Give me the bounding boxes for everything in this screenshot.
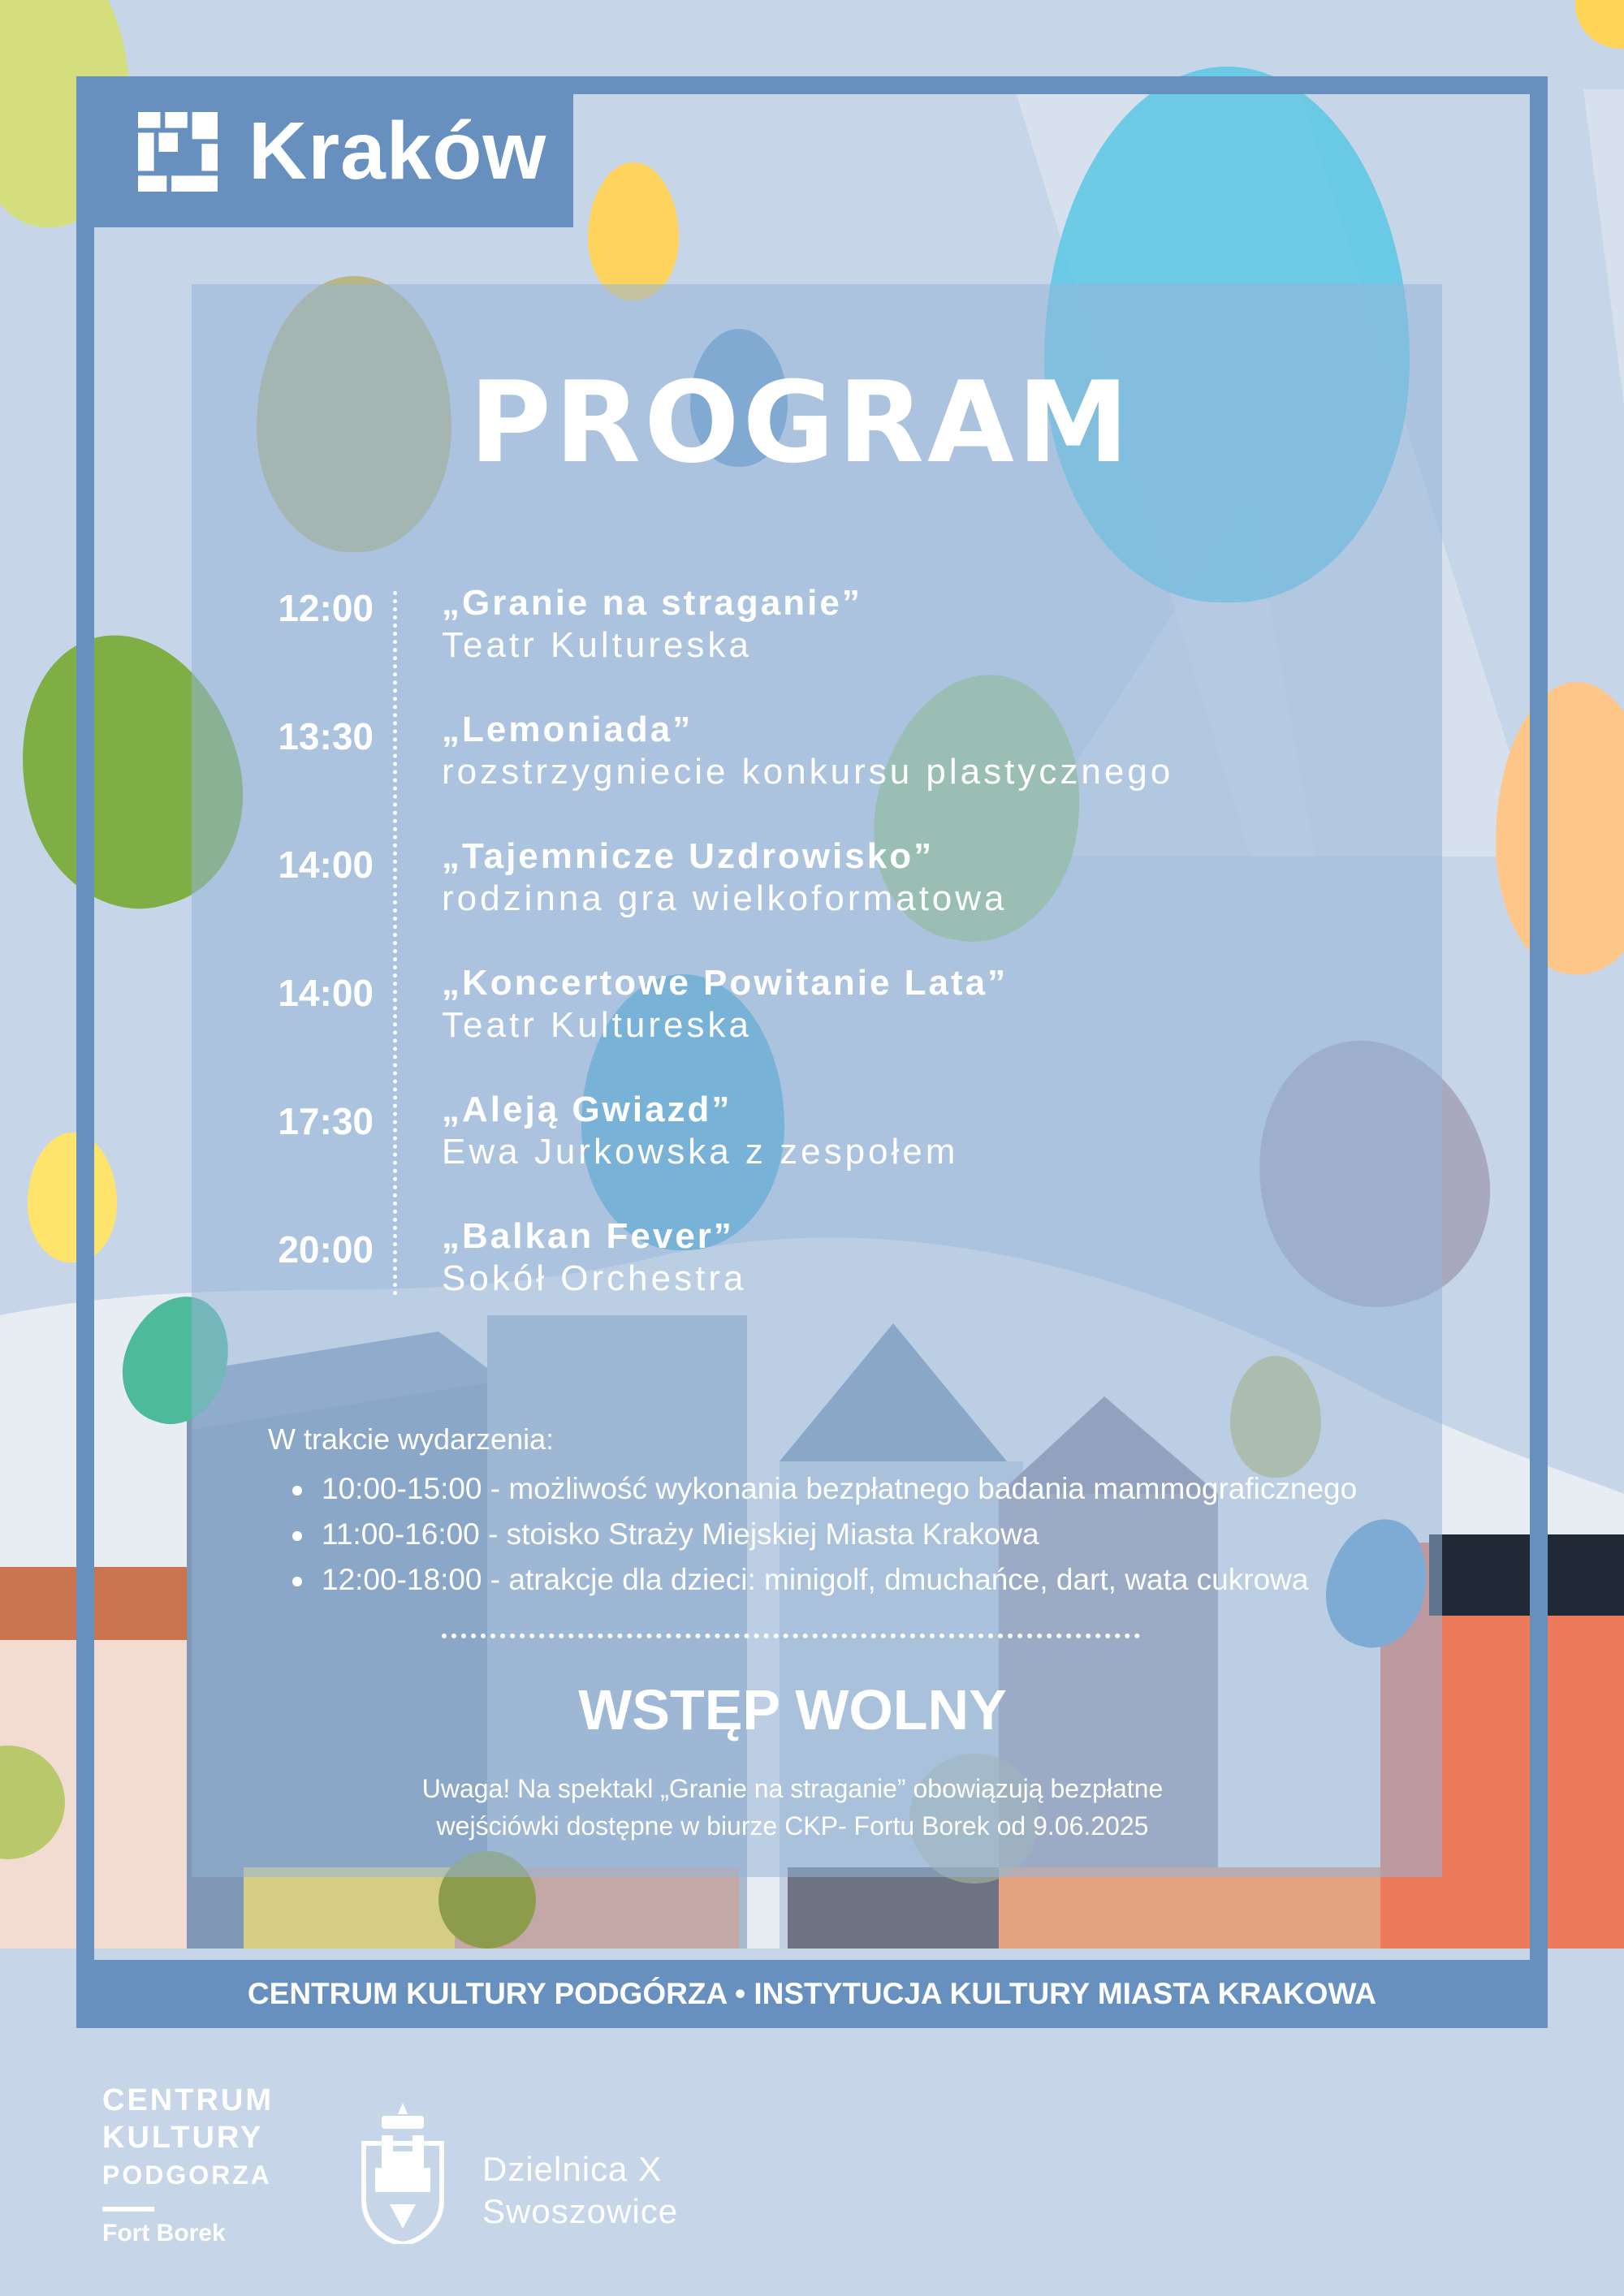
list-item: 12:00-18:00 - atrakcje dla dzieci: minigolf, dmuchańce, dart, wata cukrowa bbox=[292, 1557, 1357, 1603]
event-title: „Tajemnicze Uzdrowisko” bbox=[442, 836, 935, 876]
during-event-list bbox=[292, 1466, 1357, 1603]
footer-text: CENTRUM KULTURY PODGÓRZA • INSTYTUCJA KULTURY MIASTA KRAKOWA bbox=[247, 1977, 1377, 2010]
dotted-divider bbox=[442, 1634, 1140, 1638]
list-item: 11:00-16:00 - stoisko Straży Miejskiej Miasta Krakowa bbox=[292, 1512, 1357, 1557]
program-title: PROGRAM bbox=[469, 357, 1133, 488]
event-time: 14:00 bbox=[278, 844, 374, 886]
event-title: „Lemoniada” bbox=[442, 710, 693, 749]
event-time: 13:30 bbox=[278, 715, 374, 757]
ck-logo-underline bbox=[102, 2207, 154, 2212]
event-title: „Koncertowe Powitanie Lata” bbox=[442, 963, 1009, 1003]
event-subtitle: rozstrzygniecie konkursu plastycznego bbox=[442, 752, 1174, 792]
ck-logo-line: KULTURY bbox=[102, 2121, 264, 2155]
event-title: „Granie na straganie” bbox=[442, 583, 862, 623]
list-item: 10:00-15:00 - możliwość wykonania bezpłatnego badania mammograficznego bbox=[292, 1466, 1357, 1512]
krakow-logo-icon bbox=[138, 112, 218, 192]
district-crest-icon bbox=[357, 2103, 448, 2244]
event-time: 12:00 bbox=[278, 587, 374, 629]
district-line: Dzielnica X bbox=[482, 2150, 663, 2188]
district-line: Swoszowice bbox=[482, 2192, 679, 2230]
free-entry-headline: WSTĘP WOLNY bbox=[578, 1678, 1007, 1741]
event-subtitle: Ewa Jurkowska z zespołem bbox=[442, 1132, 959, 1172]
centrum-kultury-logo bbox=[102, 2082, 274, 2194]
ticket-note-line: wejściówki dostępne w biurze CKP- Fortu Borek od 9.06.2025 bbox=[436, 1811, 1149, 1841]
event-title: „Balkan Fever” bbox=[442, 1216, 734, 1256]
district-name bbox=[482, 2148, 678, 2233]
ticket-note bbox=[192, 1770, 1393, 1845]
ticket-note-line: Uwaga! Na spektakl „Granie na straganie” obowiązują bezpłatne bbox=[421, 1774, 1164, 1803]
ck-logo-subtitle: Fort Borek bbox=[102, 2220, 226, 2246]
event-subtitle: Sokół Orchestra bbox=[442, 1258, 747, 1298]
event-subtitle: rodzinna gra wielkoformatowa bbox=[442, 878, 1008, 918]
event-subtitle: Teatr Kultureska bbox=[442, 625, 752, 665]
during-event-label: W trakcie wydarzenia: bbox=[268, 1422, 555, 1456]
event-time: 17:30 bbox=[278, 1100, 374, 1142]
event-title: „Aleją Gwiazd” bbox=[442, 1090, 732, 1129]
ck-logo-line: PODGORZA bbox=[102, 2160, 272, 2190]
event-subtitle: Teatr Kultureska bbox=[442, 1005, 752, 1045]
event-time: 14:00 bbox=[278, 972, 374, 1014]
ck-logo-line: CENTRUM bbox=[102, 2083, 274, 2117]
krakow-logo-text: Kraków bbox=[248, 106, 547, 196]
timeline-divider bbox=[393, 591, 397, 1296]
event-time: 20:00 bbox=[278, 1228, 374, 1271]
